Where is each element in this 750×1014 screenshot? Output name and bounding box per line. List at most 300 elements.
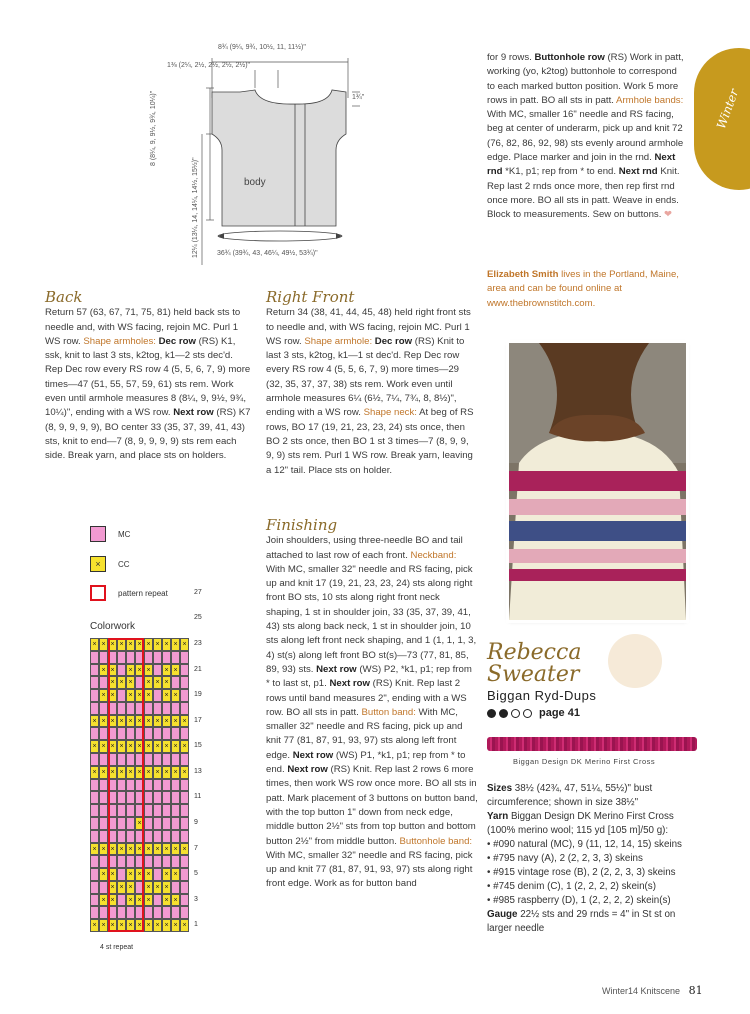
chart-cell-cc: × <box>162 881 171 894</box>
chart-row-number: 3 <box>194 895 198 903</box>
chart-cell-mc <box>180 855 189 868</box>
chart-cell-cc: × <box>108 919 117 932</box>
difficulty-rating <box>487 707 580 719</box>
chart-cell-cc: × <box>144 881 153 894</box>
back-section <box>45 290 252 464</box>
legend-mc-label: MC <box>118 529 131 539</box>
chart-cell-mc <box>171 702 180 715</box>
footer-magazine: Knitscene <box>640 986 681 996</box>
chart-row-number: 13 <box>194 767 202 775</box>
chart-cell-mc <box>90 894 99 907</box>
spec-line <box>487 852 692 866</box>
chart-cell-mc <box>180 804 189 817</box>
chart-cell-cc: × <box>144 638 153 651</box>
chart-cell-mc <box>171 906 180 919</box>
chart-cell-cc: × <box>171 715 180 728</box>
chart-cell-mc <box>180 702 189 715</box>
chart-row-number: 15 <box>194 742 202 750</box>
chart-cell-cc: × <box>108 740 117 753</box>
chart-cell-mc <box>180 676 189 689</box>
chart-cell-mc <box>90 804 99 817</box>
chart-cell-cc: × <box>99 894 108 907</box>
chart-cell-cc: × <box>117 843 126 856</box>
chart-cell-mc <box>153 702 162 715</box>
chart-cell-cc: × <box>126 843 135 856</box>
designer-bio <box>487 268 687 311</box>
chart-cell-cc: × <box>135 715 144 728</box>
chart-cell-mc <box>144 855 153 868</box>
chart-cell-cc: × <box>171 894 180 907</box>
chart-cell-cc: × <box>162 638 171 651</box>
schematic-shoulder-label: 1¾" <box>352 94 365 101</box>
text-run: (WS) P1, *k1, p1; rep from * to end. <box>266 749 466 776</box>
bold-term: Next row <box>329 678 370 690</box>
text-run: • #090 natural (MC), 9 (11, 12, 14, 15) skeins <box>487 839 682 850</box>
chart-cell-mc <box>90 881 99 894</box>
text-run: • #985 raspberry (D), 1 (2, 2, 2, 2) skein(s) <box>487 895 671 906</box>
chart-cell-cc: × <box>108 868 117 881</box>
chart-cell-cc: × <box>108 843 117 856</box>
chart-cell-cc: × <box>180 740 189 753</box>
chart-title: Colorwork <box>90 621 136 632</box>
spec-line <box>487 838 692 852</box>
text-run: With MC, smaller 32" needle and RS facing, pick up and knit 17 (19, 21, 23, 23, 24) sts along right front BO sts, 10 sts along right front neck shaping, 1 st in shoulder join, 33 (35, 37, 39, 41, 43) sts along back neck, 1 st in shoulder join, 10 sts along left front neck shaping, and 1 (1, 1, 1, 3, 4) st(s) along left front BO st(s)—73 (77, 81, 85, 89, 93) sts. <box>266 563 477 675</box>
chart-cell-mc <box>162 830 171 843</box>
section-keyword: Armhole bands: <box>616 94 684 106</box>
difficulty-dot-empty <box>511 709 520 718</box>
chart-cell-cc: × <box>171 868 180 881</box>
bold-term: Next row <box>292 749 334 761</box>
chart-cell-mc <box>144 830 153 843</box>
chart-repeat-box <box>108 638 144 932</box>
chart-cell-mc <box>162 817 171 830</box>
section-keyword: Shape armhole: <box>304 335 375 347</box>
chart-cell-cc: × <box>108 715 117 728</box>
chart-row-number: 9 <box>194 818 198 826</box>
legend-repeat <box>90 585 168 601</box>
chart-cell-mc <box>144 804 153 817</box>
chart-cell-mc <box>99 881 108 894</box>
chart-cell-cc: × <box>99 740 108 753</box>
chart-cell-cc: × <box>171 740 180 753</box>
chart-cell-cc: × <box>126 740 135 753</box>
pattern-title-2: Sweater <box>487 662 580 687</box>
right-front-section <box>266 290 478 478</box>
spec-line <box>487 880 692 894</box>
footer-page: 81 <box>688 984 703 997</box>
text-run: Biggan Design DK Merino First Cross (100% merino wool; 115 yd [105 m]/50 g): <box>487 811 674 836</box>
chart-cell-mc <box>153 868 162 881</box>
chart-cell-cc: × <box>108 676 117 689</box>
chart-cell-mc <box>90 651 99 664</box>
chart-cell-cc: × <box>90 715 99 728</box>
schematic-neck-label: 1⅜ (2¼, 2½, 2½, 2½, 2½)" <box>167 62 251 69</box>
schematic-bottom-label: 36¾ (39¾, 43, 46¼, 49½, 53¾)" <box>217 250 318 257</box>
text-run: Knit. Rep last 2 rnds once more, then rep first rnd once more. BO all sts in patt. Weave in ends. Block to measurements. Sew on buttons. <box>487 166 680 221</box>
chart-cell-cc: × <box>135 664 144 677</box>
chart-cell-mc <box>153 651 162 664</box>
chart-cell-cc: × <box>144 766 153 779</box>
chart-cell-cc: × <box>117 919 126 932</box>
chart-cell-mc <box>144 817 153 830</box>
page-ref: page 41 <box>539 707 580 719</box>
spec-line <box>487 810 692 838</box>
text-run: (WS) P2, *k1, p1; rep from * to last st, p1. <box>266 663 472 690</box>
chart-cell-mc <box>171 881 180 894</box>
mc-swatch <box>90 526 106 542</box>
chart-cell-mc <box>90 779 99 792</box>
legend-mc <box>90 526 130 542</box>
text-run: *K1, p1; rep from * to end. <box>502 166 619 178</box>
chart-cell-mc <box>180 791 189 804</box>
chart-cell-cc: × <box>99 638 108 651</box>
chart-cell-cc: × <box>126 881 135 894</box>
chart-cell-cc: × <box>162 664 171 677</box>
chart-cell-cc: × <box>153 881 162 894</box>
text-run: 38½ (42¾, 47, 51¼, 55½)" bust circumference; shown in size 38½" <box>487 783 653 808</box>
chart-cell-cc: × <box>135 689 144 702</box>
chart-cell-mc <box>180 727 189 740</box>
chart-cell-mc <box>180 689 189 702</box>
chart-cell-cc: × <box>171 843 180 856</box>
section-keyword: Neckband: <box>410 549 457 561</box>
chart-cell-cc: × <box>117 638 126 651</box>
text-run: (RS) Knit to last 3 sts, k2tog, k1—1 st dec'd. Rep Dec row every RS row 4 (5, 5, 6, 7, 9) more times—29 (32, 35, 37, 37, 38) sts rem. Work even until armhole measures 6¼ (6½, 7¼, 7¾, 8, 8½)", ending with a WS row. <box>266 335 465 419</box>
chart-cell-cc: × <box>135 919 144 932</box>
finishing-section <box>266 518 478 892</box>
chart-cell-mc <box>144 906 153 919</box>
chart-cell-cc: × <box>153 843 162 856</box>
chart-cell-cc: × <box>90 843 99 856</box>
chart-cell-cc: × <box>171 664 180 677</box>
legend-cc-label: CC <box>118 559 130 569</box>
chart-cell-cc: × <box>162 740 171 753</box>
chart-cell-cc: × <box>162 676 171 689</box>
designer-name: Biggan Ryd-Dups <box>487 688 597 703</box>
section-keyword: Buttonhole band: <box>399 835 473 847</box>
chart-cell-mc <box>180 868 189 881</box>
bold-term: Next rnd <box>487 152 676 178</box>
chart-cell-cc: × <box>108 881 117 894</box>
chart-cell-mc <box>153 791 162 804</box>
chart-cell-cc: × <box>135 843 144 856</box>
chart-cell-cc: × <box>162 715 171 728</box>
footer <box>602 984 703 997</box>
season-tab-label: Winter <box>714 87 742 131</box>
chart-cell-mc <box>90 855 99 868</box>
chart-cell-cc: × <box>144 843 153 856</box>
bold-term: Next row <box>316 663 357 675</box>
chart-cell-mc <box>153 779 162 792</box>
chart-cell-mc <box>99 779 108 792</box>
chart-cell-cc: × <box>144 676 153 689</box>
chart-cell-mc <box>180 779 189 792</box>
chart-cell-cc: × <box>90 638 99 651</box>
difficulty-dot-filled <box>499 709 508 718</box>
spec-line <box>487 782 692 810</box>
text-run: • #915 vintage rose (B), 2 (2, 2, 3, 3) skeins <box>487 867 676 878</box>
chart-cell-mc <box>162 779 171 792</box>
chart-cell-mc <box>153 855 162 868</box>
chart-row-number: 17 <box>194 716 202 724</box>
chart-cell-cc: × <box>135 740 144 753</box>
chart-row-number: 21 <box>194 665 202 673</box>
chart-cell-mc <box>99 830 108 843</box>
chart-cell-cc: × <box>144 740 153 753</box>
chart-cell-mc <box>171 804 180 817</box>
chart-cell-mc <box>99 791 108 804</box>
chart-cell-mc <box>162 727 171 740</box>
chart-cell-mc <box>90 664 99 677</box>
chart-cell-cc: × <box>117 740 126 753</box>
chart-cell-mc <box>153 664 162 677</box>
chart-cell-cc: × <box>144 894 153 907</box>
text-run: With MC, smaller 32" needle and RS facing, pick up and knit 77 (81, 87, 91, 93, 97) sts along left front edge. <box>266 706 463 761</box>
schematic-body-shape <box>212 90 346 226</box>
chart-cell-mc <box>99 804 108 817</box>
chart-cell-mc <box>162 804 171 817</box>
text-run: Join shoulders, using three-needle BO and tail attached to last row of each front. <box>266 535 463 561</box>
chart-cell-cc: × <box>135 894 144 907</box>
back-heading: Back <box>45 288 83 306</box>
chart-cell-cc: × <box>153 676 162 689</box>
chart-cell-cc: × <box>171 638 180 651</box>
chart-cell-mc <box>144 702 153 715</box>
chart-cell-cc: × <box>171 766 180 779</box>
text-run: (RS) Work in patt, working (yo, k2tog) buttonhole to correspond to each marked button position. Work 5 more rows in patt. BO all sts in patt. <box>487 52 684 106</box>
schematic-side-label: 12¼ (13¼, 14, 14¼, 14½, 15½)" <box>192 157 199 258</box>
chart-cell-cc: × <box>90 919 99 932</box>
bold-term: Yarn <box>487 811 509 822</box>
chart-cell-cc: × <box>162 766 171 779</box>
difficulty-dot-empty <box>523 709 532 718</box>
pattern-specs <box>487 782 692 936</box>
chart-cell-cc: × <box>144 868 153 881</box>
chart-cell-cc: × <box>180 715 189 728</box>
chart-cell-mc <box>99 855 108 868</box>
chart-cell-cc: × <box>126 689 135 702</box>
chart-cell-cc: × <box>126 638 135 651</box>
cc-symbol: × <box>95 559 101 569</box>
chart-row-number: 11 <box>194 793 202 801</box>
chart-cell-cc: × <box>108 664 117 677</box>
chart-cell-cc: × <box>99 868 108 881</box>
chart-row-number: 5 <box>194 870 198 878</box>
chart-row-number: 27 <box>194 588 202 596</box>
chart-cell-cc: × <box>135 766 144 779</box>
chart-cell-mc <box>99 727 108 740</box>
repeat-swatch <box>90 585 106 601</box>
chart-cell-mc <box>180 664 189 677</box>
chart-cell-mc <box>90 702 99 715</box>
chart-cell-mc <box>99 906 108 919</box>
chart-cell-mc <box>153 804 162 817</box>
chart-cell-mc <box>90 906 99 919</box>
bold-term: Next rnd <box>618 166 658 178</box>
chart-cell-mc <box>171 817 180 830</box>
chart-cell-cc: × <box>126 868 135 881</box>
text-run: 22½ sts and 29 rnds = 4" in St st on larger needle <box>487 909 676 934</box>
bold-term: Next row <box>287 764 328 776</box>
flower-decoration <box>608 634 662 688</box>
chart-cell-cc: × <box>144 715 153 728</box>
colorwork-chart <box>90 638 189 932</box>
chart-cell-cc: × <box>99 766 108 779</box>
schematic-width-label: 8¾ (9¼, 9¾, 10½, 11, 11½)" <box>218 44 306 51</box>
chart-cell-mc <box>99 702 108 715</box>
chart-cell-mc <box>153 830 162 843</box>
text-run: • #745 denim (C), 1 (2, 2, 2, 2) skein(s) <box>487 881 656 892</box>
sweater-illustration <box>509 343 686 620</box>
chart-cell-mc <box>90 791 99 804</box>
chart-cell-mc <box>162 702 171 715</box>
chart-cell-mc <box>153 689 162 702</box>
col3-text <box>487 51 687 223</box>
text-run: At beg of RS rows, BO 17 (19, 21, 23, 23, 24) sts once, then BO 2 sts once, then BO 1 st 3 times—7 (8, 9, 9, 9, 9) sts rem. Purl 1 WS row. Break yarn, leaving a 12" tail. Place sts on holder. <box>266 407 474 476</box>
chart-cell-cc: × <box>99 689 108 702</box>
chart-row-number: 1 <box>194 921 198 929</box>
finishing-text <box>266 534 478 891</box>
chart-cell-mc <box>90 830 99 843</box>
chart-cell-mc <box>180 753 189 766</box>
chart-cell-mc <box>144 651 153 664</box>
section-keyword: Shape armholes: <box>83 335 159 347</box>
chart-cell-mc <box>171 791 180 804</box>
chart-cell-mc <box>144 779 153 792</box>
chart-cell-mc <box>171 830 180 843</box>
chart-cell-mc <box>153 817 162 830</box>
chart-cell-cc: × <box>171 689 180 702</box>
bold-term: Gauge <box>487 909 518 920</box>
chart-cell-mc <box>180 894 189 907</box>
chart-cell-mc <box>180 830 189 843</box>
chart-cell-cc: × <box>171 919 180 932</box>
text-run: With MC, smaller 32" needle and RS facing, pick up and knit 77 (81, 87, 91, 93, 97) sts along right front edge. Work as for button band <box>266 849 473 890</box>
chart-cell-cc: × <box>126 766 135 779</box>
bio-end: . <box>592 297 596 309</box>
schematic-body-label: body <box>244 177 266 188</box>
chart-cell-cc: × <box>126 676 135 689</box>
chart-cell-cc: × <box>162 868 171 881</box>
chart-cell-cc: × <box>162 689 171 702</box>
spec-line <box>487 908 692 936</box>
chart-cell-mc <box>90 689 99 702</box>
chart-cell-cc: × <box>153 740 162 753</box>
cc-swatch <box>90 556 106 572</box>
chart-repeat-label: 4 st repeat <box>100 944 134 951</box>
text-run: Return 34 (38, 41, 44, 45, 48) held right front sts to needle and, with WS facing, rejoin MC. Purl 1 WS row. <box>266 307 471 347</box>
chart-row-number: 7 <box>194 844 198 852</box>
spec-line <box>487 866 692 880</box>
back-text <box>45 306 252 463</box>
chart-cell-mc <box>171 779 180 792</box>
chart-cell-cc: × <box>144 919 153 932</box>
yarn-swatch-strip <box>487 737 697 751</box>
bold-term: Dec row <box>374 335 413 347</box>
chart-cell-cc: × <box>99 843 108 856</box>
chart-cell-cc: × <box>99 715 108 728</box>
chart-cell-mc <box>144 753 153 766</box>
chart-cell-cc: × <box>117 881 126 894</box>
chart-cell-mc <box>162 791 171 804</box>
bold-term: Dec row <box>158 335 196 347</box>
heart-icon: ❤ <box>664 209 673 221</box>
chart-cell-cc: × <box>135 638 144 651</box>
chart-row-number: 19 <box>194 691 202 699</box>
chart-cell-cc: × <box>90 740 99 753</box>
chart-cell-mc <box>99 676 108 689</box>
season-tab <box>694 48 750 190</box>
chart-cell-cc: × <box>117 766 126 779</box>
sweater-photo <box>509 343 686 620</box>
text-run: (RS) Knit. Rep last 2 rows until band measures 2", ending with a WS row. BO all sts in patt. <box>266 678 467 718</box>
chart-cell-cc: × <box>180 843 189 856</box>
chart-cell-mc <box>171 753 180 766</box>
chart-cell-cc: × <box>126 919 135 932</box>
yarn-caption: Biggan Design DK Merino First Cross <box>513 757 656 766</box>
bio-url[interactable]: www.thebrownstitch.com <box>487 297 593 309</box>
bio-name: Elizabeth Smith <box>487 269 559 280</box>
chart-cell-mc <box>90 817 99 830</box>
chart-cell-mc <box>162 855 171 868</box>
spec-line <box>487 894 692 908</box>
chart-cell-cc: × <box>108 894 117 907</box>
text-run: (RS) Knit. Rep last 2 rows 6 more times, then work WS row once more. BO all sts in patt. Mark placement of 3 buttons on button band, with the top button 1" down from neck edge, middle button 2½" sts from top button and bottom button 2½" from middle button. <box>266 764 478 847</box>
chart-cell-mc <box>162 651 171 664</box>
chart-cell-cc: × <box>90 766 99 779</box>
chart-cell-cc: × <box>135 817 144 830</box>
difficulty-dot-filled <box>487 709 496 718</box>
chart-cell-cc: × <box>162 919 171 932</box>
chart-row-number: 25 <box>194 614 202 622</box>
finishing-heading: Finishing <box>266 516 338 534</box>
legend-repeat-label: pattern repeat <box>118 588 168 598</box>
text-run: for 9 rows. <box>487 52 535 63</box>
text-run: (RS) K7 (8, 9, 9, 9, 9), BO center 33 (35, 37, 39, 41, 43) sts, knit to end—7 (8, 9, 9, 9, 9) sts rem each side. Break yarn, and place sts on holders. <box>45 407 251 462</box>
chart-cell-mc <box>144 727 153 740</box>
chart-cell-cc: × <box>180 766 189 779</box>
section-keyword: Shape neck: <box>363 407 420 419</box>
chart-cell-cc: × <box>126 894 135 907</box>
chart-cell-mc <box>180 651 189 664</box>
chart-cell-mc <box>162 753 171 766</box>
chart-cell-mc <box>90 676 99 689</box>
chart-cell-cc: × <box>117 676 126 689</box>
chart-cell-mc <box>99 817 108 830</box>
chart-cell-cc: × <box>126 664 135 677</box>
chart-cell-cc: × <box>126 715 135 728</box>
text-run: With MC, smaller 16" needle and RS facing, beg at center of underarm, pick up and knit 72 (76, 82, 86, 92, 98) sts evenly around armhole edge. Place marker and join in the rnd. <box>487 109 684 164</box>
chart-cell-mc <box>99 753 108 766</box>
chart-cell-cc: × <box>99 919 108 932</box>
chart-cell-cc: × <box>108 689 117 702</box>
col3-continued-text <box>487 51 687 223</box>
chart-cell-mc <box>171 727 180 740</box>
chart-cell-mc <box>180 881 189 894</box>
text-run: (RS) K1, ssk, knit to last 3 sts, k2tog, k1—2 sts dec'd. Rep Dec row every RS row 4 (5, 5, 6, 7, 9) more times—47 (51, 55, 57, 59, 61) sts rem. Work even until armhole measures 8 (8¼, 9, 9½, 9¾, 10¼)", ending with a WS row. <box>45 335 251 419</box>
schematic-armhole-label: 8 (8¼, 9, 9½, 9¾, 10¼)" <box>150 90 157 166</box>
bio-text: lives in the Portland, Maine, area and can be found online at <box>487 269 679 295</box>
bold-term: Next row <box>173 407 214 419</box>
chart-cell-cc: × <box>153 715 162 728</box>
chart-cell-cc: × <box>180 638 189 651</box>
chart-cell-cc: × <box>180 919 189 932</box>
chart-cell-mc <box>144 791 153 804</box>
chart-cell-cc: × <box>117 715 126 728</box>
chart-cell-cc: × <box>153 766 162 779</box>
chart-cell-cc: × <box>153 919 162 932</box>
chart-cell-cc: × <box>99 664 108 677</box>
